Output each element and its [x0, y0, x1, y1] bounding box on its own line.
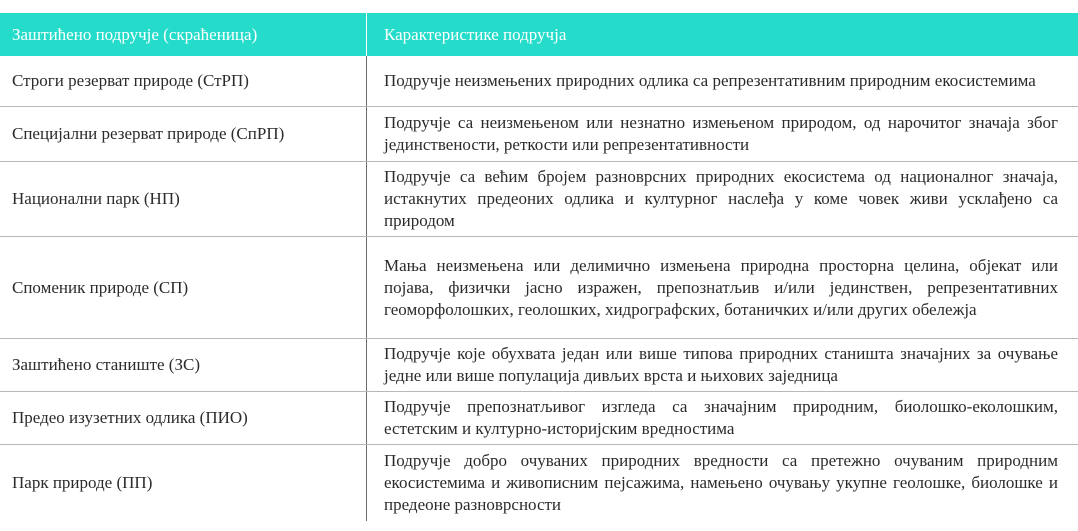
- table-row: [0, 339, 1078, 392]
- table-row: [0, 237, 1078, 339]
- area-description: Подручје добро очуваних природних вредности са претежно очуваним природним екосистемима и живописним пејсажима, намењено очувању укупне геолошке, биолошке и предеоне разноврсности: [384, 451, 1058, 514]
- area-description: Подручје неизмењених природних одлика са репрезентативним природним екосистемима: [384, 71, 1036, 90]
- area-description: Подручје препознатљивог изгледа са значајним природним, биолошко-еколошким, естетским и културно-историјским вредностима: [384, 397, 1058, 438]
- area-name: Строги резерват природе (СтРП): [0, 56, 367, 106]
- table-row: [0, 56, 1078, 107]
- area-description: Мања неизмењена или делимично измењена природна просторна целина, објекат или појава, физички јасно изражен, препознатљив и/или јединствен, репрезентативних геоморфолошких, геолошких, хидрографских, ботаничких и/или других обележја: [384, 255, 1058, 319]
- header-area-name: Заштићено подручје (скраћеница): [0, 13, 367, 56]
- area-description: Подручје са већим бројем разноврсних природних екосистема од националног значаја, истакнутих предеоних одлика и културног наслеђа у коме човек живи усклађено са природом: [384, 167, 1058, 230]
- table-row: [0, 107, 1078, 162]
- table-row: [0, 392, 1078, 445]
- area-name: Парк природе (ПП): [0, 445, 367, 521]
- protected-areas-table: [0, 13, 1078, 521]
- table-header: [0, 13, 1078, 56]
- area-name: Национални парк (НП): [0, 162, 367, 236]
- area-name: Заштићено станиште (ЗС): [0, 339, 367, 391]
- area-name: Специјални резерват природе (СпРП): [0, 107, 367, 161]
- area-description: Подручје које обухвата један или више типова природних станишта значајних за очување једне или више популација дивљих врста и њихових заједница: [384, 344, 1058, 385]
- area-description: Подручје са неизмењеном или незнатно измењеном природом, од нарочитог значаја због јединствености, реткости или репрезентативности: [384, 113, 1058, 154]
- area-name: Споменик природе (СП): [0, 237, 367, 338]
- header-area-characteristics: Карактеристике подручја: [384, 24, 567, 44]
- area-name: Предео изузетних одлика (ПИО): [0, 392, 367, 444]
- table-row: [0, 445, 1078, 521]
- table-row: [0, 162, 1078, 237]
